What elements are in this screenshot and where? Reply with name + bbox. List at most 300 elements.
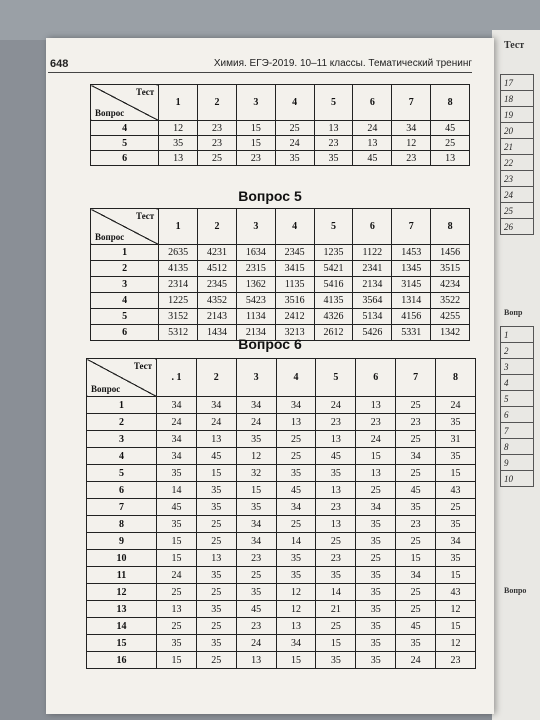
row-label: 5 (91, 309, 159, 325)
facing-cell: 20 (501, 123, 534, 139)
corner-cell (87, 359, 157, 397)
test-header: 5 (314, 209, 353, 245)
answer-cell: 23 (316, 499, 356, 516)
facing-page-question-label-bottom: Вопро (504, 586, 527, 595)
row-label: 15 (87, 635, 157, 652)
answer-cell: 35 (196, 567, 236, 584)
answer-cell: 2134 (236, 325, 275, 341)
answer-cell: 13 (159, 151, 198, 166)
answer-cell: 25 (316, 533, 356, 550)
facing-page-test-label: Тест (504, 40, 525, 51)
test-header: 6 (353, 209, 392, 245)
answer-cell: 13 (431, 151, 470, 166)
test-header: 4 (276, 359, 316, 397)
answer-cell: 13 (236, 652, 276, 669)
answer-cell: 23 (316, 414, 356, 431)
facing-row (501, 123, 534, 139)
test-label: Тест (133, 361, 153, 371)
facing-cell: 2 (501, 343, 534, 359)
answer-cell: 13 (157, 601, 197, 618)
test-header: 8 (436, 359, 476, 397)
answer-cell: 15 (436, 567, 476, 584)
test-header: 8 (431, 209, 470, 245)
answer-cell: 24 (236, 414, 276, 431)
answer-cell: 15 (236, 482, 276, 499)
answer-cell: 13 (316, 431, 356, 448)
answer-cell: 23 (396, 414, 436, 431)
answer-cell: 35 (159, 136, 198, 151)
answer-cell: 34 (392, 121, 431, 136)
answer-cell: 13 (316, 516, 356, 533)
facing-cell: 18 (501, 91, 534, 107)
row-label: 6 (91, 151, 159, 166)
answer-cell: 25 (316, 618, 356, 635)
answer-cell: 35 (236, 499, 276, 516)
answer-cell: 25 (396, 465, 436, 482)
table-row (87, 482, 476, 499)
table-row (91, 293, 470, 309)
answer-cell: 25 (157, 618, 197, 635)
answer-cell: 25 (276, 448, 316, 465)
table-row (91, 309, 470, 325)
facing-cell: 22 (501, 155, 534, 171)
answer-cell: 34 (436, 533, 476, 550)
answer-cell: 25 (396, 601, 436, 618)
answer-cell: 2412 (275, 309, 314, 325)
table-row (87, 584, 476, 601)
answer-cell: 25 (396, 397, 436, 414)
row-label: 13 (87, 601, 157, 618)
table-row (91, 136, 470, 151)
answer-cell: 34 (276, 499, 316, 516)
answer-cell: 34 (157, 431, 197, 448)
test-header: 7 (396, 359, 436, 397)
question-label: Вопрос (95, 232, 125, 242)
page-number: 648 (50, 58, 69, 70)
answer-cell: 45 (431, 121, 470, 136)
answer-cell: 34 (276, 635, 316, 652)
answer-cell: 35 (396, 635, 436, 652)
answer-cell: 1456 (431, 245, 470, 261)
answer-cell: 25 (196, 618, 236, 635)
answer-cell: 1362 (236, 277, 275, 293)
facing-cell: 10 (501, 471, 534, 487)
answer-cell: 35 (356, 533, 396, 550)
answer-cell: 2345 (275, 245, 314, 261)
answer-cell: 1434 (198, 325, 237, 341)
table-row (87, 618, 476, 635)
answer-cell: 35 (275, 151, 314, 166)
answer-cell: 13 (196, 431, 236, 448)
answer-cell: 35 (314, 151, 353, 166)
row-label: 1 (87, 397, 157, 414)
facing-cell: 7 (501, 423, 534, 439)
test-header: 2 (198, 209, 237, 245)
facing-row (501, 391, 534, 407)
row-label: 11 (87, 567, 157, 584)
answer-cell: 1134 (236, 309, 275, 325)
answer-cell: 12 (436, 601, 476, 618)
table-row (91, 277, 470, 293)
answer-cell: 24 (275, 136, 314, 151)
answer-cell: 45 (196, 448, 236, 465)
answer-cell: 12 (159, 121, 198, 136)
answer-cell: 45 (316, 448, 356, 465)
answer-cell: 5421 (314, 261, 353, 277)
answer-cell: 35 (396, 499, 436, 516)
facing-row (501, 187, 534, 203)
facing-cell: 19 (501, 107, 534, 123)
table-row (87, 635, 476, 652)
test-header: 5 (314, 85, 353, 121)
answer-cell: 24 (236, 635, 276, 652)
answer-cell: 2314 (159, 277, 198, 293)
answer-cell: 45 (236, 601, 276, 618)
answer-cell: 35 (436, 414, 476, 431)
facing-cell: 25 (501, 203, 534, 219)
answer-cell: 4326 (314, 309, 353, 325)
facing-cell: 5 (501, 391, 534, 407)
row-label: 6 (91, 325, 159, 341)
facing-row (501, 359, 534, 375)
header-row (87, 359, 476, 397)
answer-cell: 35 (196, 482, 236, 499)
answer-cell: 35 (356, 652, 396, 669)
facing-cell: 9 (501, 455, 534, 471)
answer-cell: 23 (436, 652, 476, 669)
row-label: 7 (87, 499, 157, 516)
question-label: Вопрос (91, 384, 121, 394)
answer-cell: 1225 (159, 293, 198, 309)
answer-cell: 35 (356, 584, 396, 601)
answer-cell: 23 (236, 151, 275, 166)
table-row (87, 652, 476, 669)
answer-cell: 14 (316, 584, 356, 601)
answer-cell: 1453 (392, 245, 431, 261)
facing-cell: 21 (501, 139, 534, 155)
answer-cell: 25 (196, 516, 236, 533)
answer-cell: 23 (356, 414, 396, 431)
answer-cell: 35 (436, 550, 476, 567)
answer-cell: 34 (396, 448, 436, 465)
row-label: 2 (91, 261, 159, 277)
test-header: 6 (353, 85, 392, 121)
answer-cell: 25 (236, 567, 276, 584)
answer-cell: 25 (196, 652, 236, 669)
answer-cell: 1342 (431, 325, 470, 341)
answer-cell: 15 (196, 465, 236, 482)
facing-cell: 4 (501, 375, 534, 391)
answer-cell: 12 (236, 448, 276, 465)
answer-cell: 35 (196, 601, 236, 618)
answer-cell: 13 (356, 397, 396, 414)
answer-cell: 25 (275, 121, 314, 136)
answer-cell: 45 (157, 499, 197, 516)
test-header: 7 (392, 85, 431, 121)
answer-cell: 23 (314, 136, 353, 151)
answer-cell: 24 (316, 397, 356, 414)
facing-row (501, 327, 534, 343)
test-header: 3 (236, 359, 276, 397)
answer-cell: 25 (356, 482, 396, 499)
facing-row (501, 471, 534, 487)
answer-cell: 4234 (431, 277, 470, 293)
page-header (46, 54, 494, 72)
answer-cell: 35 (356, 618, 396, 635)
row-label: 10 (87, 550, 157, 567)
test-header: 1 (159, 209, 198, 245)
header-row (91, 85, 470, 121)
table-row (91, 121, 470, 136)
header-rule (48, 72, 472, 73)
facing-cell: 24 (501, 187, 534, 203)
answer-cell: 23 (396, 516, 436, 533)
answer-cell: 5134 (353, 309, 392, 325)
row-label: 6 (87, 482, 157, 499)
answer-cell: 1235 (314, 245, 353, 261)
answer-cell: 34 (276, 397, 316, 414)
answer-cell: 35 (436, 448, 476, 465)
test-header: . 1 (157, 359, 197, 397)
test-header: 6 (356, 359, 396, 397)
answer-cell: 3415 (275, 261, 314, 277)
table-row (87, 397, 476, 414)
test-header: 8 (431, 85, 470, 121)
answer-cell: 4352 (198, 293, 237, 309)
answer-cell: 2143 (198, 309, 237, 325)
answer-cell: 35 (196, 635, 236, 652)
answer-cell: 13 (353, 136, 392, 151)
answer-cell: 2341 (353, 261, 392, 277)
answer-cell: 23 (236, 618, 276, 635)
answer-cell: 35 (236, 584, 276, 601)
answer-cell: 1345 (392, 261, 431, 277)
test-header: 4 (275, 209, 314, 245)
answer-cell: 2134 (353, 277, 392, 293)
answer-cell: 12 (436, 635, 476, 652)
table-row (87, 431, 476, 448)
corner-cell (91, 209, 159, 245)
test-header: 5 (316, 359, 356, 397)
table-row (87, 550, 476, 567)
facing-row (501, 343, 534, 359)
answer-cell: 3145 (392, 277, 431, 293)
test-label: Тест (136, 87, 155, 97)
facing-row (501, 155, 534, 171)
answer-cell: 15 (157, 550, 197, 567)
facing-row (501, 139, 534, 155)
answer-cell: 35 (276, 567, 316, 584)
answer-cell: 13 (196, 550, 236, 567)
answer-cell: 3516 (275, 293, 314, 309)
answer-cell: 35 (356, 601, 396, 618)
test-header: 2 (196, 359, 236, 397)
table-row (87, 414, 476, 431)
answer-cell: 15 (236, 121, 275, 136)
answer-cell: 3213 (275, 325, 314, 341)
answer-cell: 34 (236, 516, 276, 533)
answer-cell: 34 (196, 397, 236, 414)
answer-cell: 45 (396, 618, 436, 635)
answer-cell: 45 (353, 151, 392, 166)
answer-cell: 1135 (275, 277, 314, 293)
answer-cell: 15 (236, 136, 275, 151)
answer-cell: 25 (196, 533, 236, 550)
answer-cell: 15 (396, 550, 436, 567)
answer-table-question-6 (86, 358, 476, 669)
row-label: 12 (87, 584, 157, 601)
answer-cell: 25 (276, 516, 316, 533)
section-title-question-6: Вопрос 6 (238, 336, 302, 352)
facing-cell: 6 (501, 407, 534, 423)
answer-cell: 35 (316, 465, 356, 482)
answer-cell: 3564 (353, 293, 392, 309)
answer-cell: 24 (157, 414, 197, 431)
answer-cell: 25 (396, 584, 436, 601)
facing-row (501, 107, 534, 123)
answer-cell: 25 (198, 151, 237, 166)
answer-cell: 24 (356, 431, 396, 448)
answer-cell: 35 (356, 567, 396, 584)
answer-cell: 35 (157, 635, 197, 652)
answer-cell: 25 (196, 584, 236, 601)
facing-page (492, 30, 540, 720)
answer-cell: 35 (196, 499, 236, 516)
test-header: 1 (159, 85, 198, 121)
table-row (87, 448, 476, 465)
row-label: 8 (87, 516, 157, 533)
answer-cell: 45 (276, 482, 316, 499)
answer-cell: 12 (276, 601, 316, 618)
answer-cell: 15 (316, 635, 356, 652)
facing-row (501, 171, 534, 187)
corner-cell (91, 85, 159, 121)
row-label: 14 (87, 618, 157, 635)
answer-cell: 25 (276, 431, 316, 448)
answer-cell: 2612 (314, 325, 353, 341)
table-row (87, 516, 476, 533)
answer-cell: 15 (157, 533, 197, 550)
facing-row (501, 407, 534, 423)
table-row (87, 499, 476, 516)
answer-cell: 24 (396, 652, 436, 669)
row-label: 16 (87, 652, 157, 669)
answer-cell: 13 (356, 465, 396, 482)
test-header: 7 (392, 209, 431, 245)
answer-cell: 25 (396, 533, 436, 550)
answer-cell: 35 (157, 516, 197, 533)
answer-cell: 35 (316, 567, 356, 584)
row-label: 4 (91, 121, 159, 136)
answer-cell: 13 (276, 414, 316, 431)
facing-cell: 3 (501, 359, 534, 375)
facing-page-question-label: Вопр (504, 308, 523, 317)
test-header: 2 (198, 85, 237, 121)
facing-row (501, 91, 534, 107)
answer-cell: 4156 (392, 309, 431, 325)
answer-cell: 24 (353, 121, 392, 136)
facing-row (501, 423, 534, 439)
answer-cell: 15 (436, 618, 476, 635)
desk-background (0, 0, 540, 40)
answer-cell: 32 (236, 465, 276, 482)
answer-cell: 3515 (431, 261, 470, 277)
row-label: 3 (87, 431, 157, 448)
answer-cell: 2315 (236, 261, 275, 277)
answer-cell: 35 (436, 516, 476, 533)
facing-page-table-mid (500, 326, 534, 487)
table-row (87, 533, 476, 550)
answer-cell: 35 (236, 431, 276, 448)
facing-row (501, 75, 534, 91)
answer-cell: 5331 (392, 325, 431, 341)
answer-cell: 35 (276, 550, 316, 567)
table-row (91, 261, 470, 277)
answer-cell: 25 (396, 431, 436, 448)
answer-cell: 15 (356, 448, 396, 465)
row-label: 4 (91, 293, 159, 309)
facing-row (501, 375, 534, 391)
answer-cell: 1122 (353, 245, 392, 261)
row-label: 4 (87, 448, 157, 465)
answer-cell: 31 (436, 431, 476, 448)
answer-cell: 15 (276, 652, 316, 669)
answer-cell: 1634 (236, 245, 275, 261)
facing-row (501, 219, 534, 235)
answer-table-question-5 (90, 208, 470, 341)
facing-cell: 8 (501, 439, 534, 455)
table-row (87, 465, 476, 482)
answer-cell: 35 (356, 635, 396, 652)
answer-cell: 3522 (431, 293, 470, 309)
book-title: Химия. ЕГЭ-2019. 10–11 классы. Тематический тренинг (213, 58, 472, 69)
facing-row (501, 439, 534, 455)
answer-cell: 34 (157, 397, 197, 414)
table-row (87, 601, 476, 618)
answer-cell: 24 (157, 567, 197, 584)
test-header: 4 (275, 85, 314, 121)
table-row (91, 151, 470, 166)
answer-cell: 45 (396, 482, 436, 499)
facing-row (501, 203, 534, 219)
answer-cell: 25 (431, 136, 470, 151)
answer-cell: 4231 (198, 245, 237, 261)
answer-cell: 14 (276, 533, 316, 550)
facing-cell: 23 (501, 171, 534, 187)
answer-cell: 2345 (198, 277, 237, 293)
facing-cell: 1 (501, 327, 534, 343)
answer-cell: 23 (236, 550, 276, 567)
answer-cell: 5426 (353, 325, 392, 341)
question-label: Вопрос (95, 108, 125, 118)
answer-cell: 35 (316, 652, 356, 669)
answer-cell: 4512 (198, 261, 237, 277)
answer-cell: 4135 (159, 261, 198, 277)
header-row (91, 209, 470, 245)
answer-cell: 5416 (314, 277, 353, 293)
answer-cell: 13 (276, 618, 316, 635)
answer-cell: 25 (356, 550, 396, 567)
answer-cell: 5423 (236, 293, 275, 309)
facing-cell: 26 (501, 219, 534, 235)
answer-cell: 12 (392, 136, 431, 151)
answer-cell: 5312 (159, 325, 198, 341)
answer-cell: 24 (436, 397, 476, 414)
row-label: 1 (91, 245, 159, 261)
answer-cell: 23 (392, 151, 431, 166)
answer-cell: 23 (198, 136, 237, 151)
row-label: 9 (87, 533, 157, 550)
